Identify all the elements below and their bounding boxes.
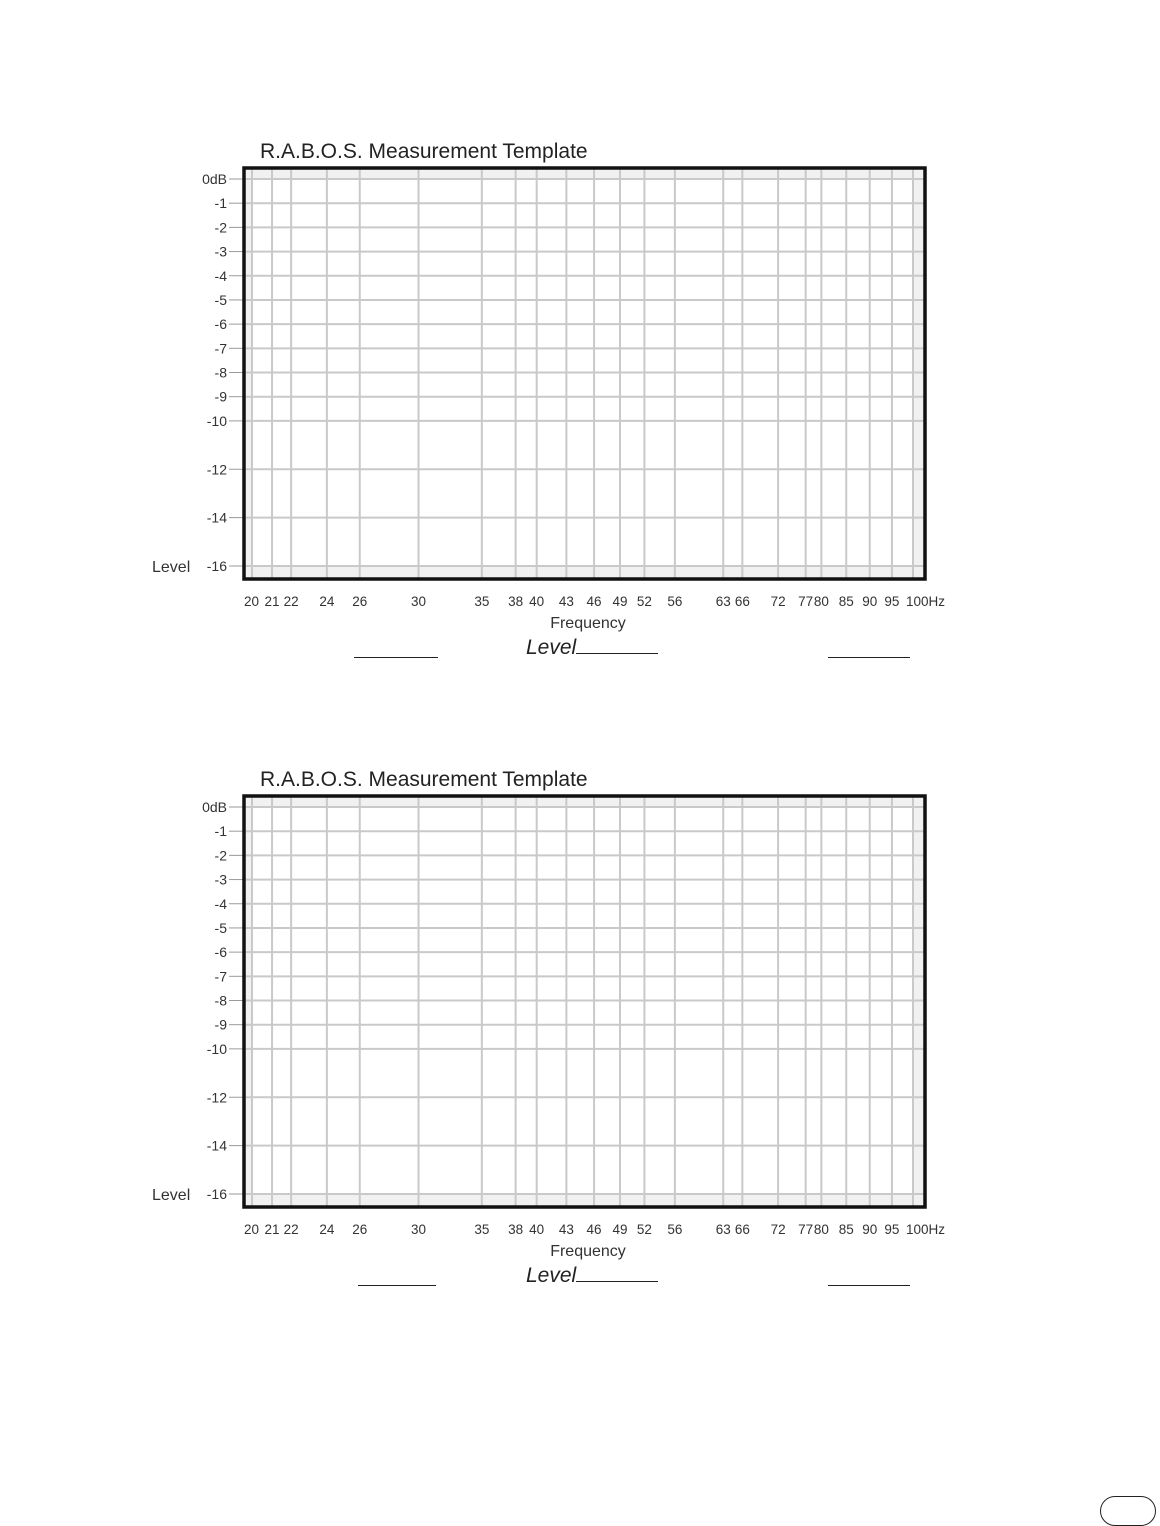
measurement-template-1	[0, 140, 1160, 700]
y-tick-label: -1	[214, 195, 227, 212]
x-tick-label: 90	[862, 594, 878, 609]
y-tick-label: -2	[214, 847, 227, 864]
x-tick-label: 85	[838, 1222, 854, 1237]
x-tick-label: 72	[770, 1222, 786, 1237]
x-tick-label: 38	[508, 1222, 524, 1237]
y-tick-label: -7	[214, 340, 227, 357]
blank-field-left[interactable]	[358, 1263, 436, 1286]
level-label: Level	[526, 1264, 577, 1287]
y-tick-label: -16	[206, 558, 227, 574]
x-axis-label: Frequency	[550, 1243, 626, 1260]
x-tick-label: 38	[508, 594, 524, 609]
chart-title: R.A.B.O.S. Measurement Template	[260, 768, 588, 791]
y-axis-label: Level	[152, 559, 191, 576]
y-tick-label: -10	[206, 412, 227, 429]
x-tick-label: 72	[770, 594, 786, 609]
x-tick-label: 49	[612, 594, 628, 609]
chart-plot	[0, 768, 1160, 1263]
x-tick-label: 30	[411, 1222, 427, 1237]
y-tick-label: -9	[214, 388, 227, 405]
y-tick-label: -8	[214, 364, 227, 381]
y-tick-label: -6	[214, 944, 227, 961]
x-tick-label: 40	[529, 594, 545, 609]
x-tick-label: 100Hz	[906, 594, 946, 609]
x-tick-label: 24	[319, 1222, 335, 1237]
y-tick-label: -9	[214, 1016, 227, 1033]
y-tick-label: -4	[214, 895, 227, 912]
y-tick-label: -5	[214, 291, 227, 308]
x-tick-label: 77	[798, 594, 814, 609]
blank-field-left[interactable]	[354, 635, 438, 658]
x-tick-label: 26	[352, 1222, 368, 1237]
y-tick-label: 0dB	[202, 799, 227, 815]
level-blank[interactable]	[576, 1263, 658, 1282]
chart-title: R.A.B.O.S. Measurement Template	[260, 140, 588, 163]
x-tick-label: 20	[244, 1222, 260, 1237]
x-tick-label: 52	[636, 1222, 652, 1237]
x-axis-label: Frequency	[550, 615, 626, 632]
blank-field-right[interactable]	[828, 1263, 910, 1286]
x-tick-label: 63	[715, 594, 731, 609]
x-tick-label: 80	[813, 1222, 829, 1237]
x-tick-label: 35	[474, 1222, 490, 1237]
level-blank[interactable]	[576, 635, 658, 654]
y-tick-label: -2	[214, 219, 227, 236]
y-tick-label: -10	[206, 1040, 227, 1057]
level-field	[526, 635, 658, 660]
y-tick-label: -14	[206, 1137, 227, 1154]
y-tick-label: -1	[214, 823, 227, 840]
x-tick-label: 24	[319, 594, 335, 609]
y-tick-label: -8	[214, 992, 227, 1009]
x-tick-label: 46	[586, 1222, 602, 1237]
x-tick-label: 77	[798, 1222, 814, 1237]
x-tick-label: 43	[558, 594, 574, 609]
x-tick-label: 95	[884, 594, 900, 609]
x-tick-label: 21	[264, 594, 280, 609]
x-tick-label: 49	[612, 1222, 628, 1237]
fill-in-row	[240, 635, 940, 675]
x-tick-label: 95	[884, 1222, 900, 1237]
y-tick-label: -3	[214, 871, 227, 888]
blank-field-right[interactable]	[828, 635, 910, 658]
x-tick-label: 66	[734, 594, 750, 609]
level-label: Level	[526, 636, 577, 659]
fill-in-row	[240, 1263, 940, 1303]
level-field	[526, 1263, 658, 1288]
x-tick-label: 21	[264, 1222, 280, 1237]
x-tick-label: 52	[636, 594, 652, 609]
y-tick-label: 0dB	[202, 171, 227, 187]
x-tick-label: 40	[529, 1222, 545, 1237]
y-tick-label: -6	[214, 316, 227, 333]
x-tick-label: 85	[838, 594, 854, 609]
y-tick-label: -12	[206, 1089, 227, 1106]
x-tick-label: 90	[862, 1222, 878, 1237]
x-tick-label: 80	[813, 594, 829, 609]
y-tick-label: -5	[214, 919, 227, 936]
x-tick-label: 22	[283, 594, 299, 609]
x-tick-label: 100Hz	[906, 1222, 946, 1237]
y-tick-label: -16	[206, 1186, 227, 1202]
x-tick-label: 22	[283, 1222, 299, 1237]
x-tick-label: 66	[734, 1222, 750, 1237]
page-number-tab	[1100, 1496, 1156, 1526]
y-tick-label: -14	[206, 509, 227, 526]
y-tick-label: -4	[214, 267, 227, 284]
y-tick-label: -12	[206, 461, 227, 478]
chart-plot	[0, 140, 1160, 635]
x-tick-label: 63	[715, 1222, 731, 1237]
x-tick-label: 20	[244, 594, 260, 609]
measurement-template-2	[0, 768, 1160, 1328]
x-tick-label: 26	[352, 594, 368, 609]
x-tick-label: 56	[667, 1222, 683, 1237]
x-tick-label: 56	[667, 594, 683, 609]
x-tick-label: 46	[586, 594, 602, 609]
x-tick-label: 30	[411, 594, 427, 609]
y-tick-label: -7	[214, 968, 227, 985]
y-tick-label: -3	[214, 243, 227, 260]
x-tick-label: 43	[558, 1222, 574, 1237]
x-tick-label: 35	[474, 594, 490, 609]
y-axis-label: Level	[152, 1187, 191, 1204]
